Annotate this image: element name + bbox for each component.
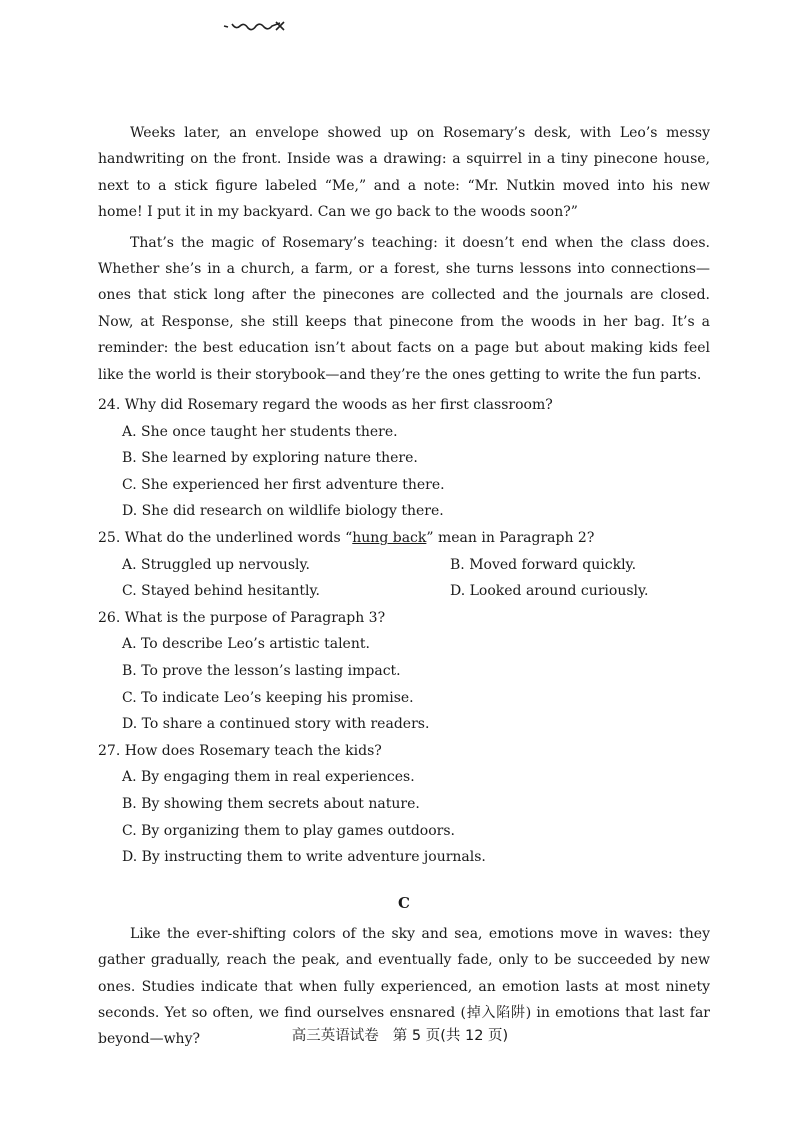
- option-a: A. By engaging them in real experiences.: [122, 769, 415, 786]
- options-row-1: [122, 552, 710, 579]
- question-stem: 27. How does Rosemary teach the kids?: [98, 742, 382, 759]
- question-25: [98, 525, 710, 605]
- question-27: [98, 738, 710, 871]
- passage-paragraph-1: Weeks later, an envelope showed up on Rosemary’s desk, with Leo’s messy handwriting on the front. Inside was a drawing: a squirrel in a tiny pinecone house, next to a stick figure labeled “Me,” and a note: “Mr. Nutkin moved into his new home! I put it in my backyard. Can we go back to the woods soon?”: [98, 125, 710, 221]
- question-stem: 26. What is the purpose of Paragraph 3?: [98, 609, 386, 626]
- exam-page-content: [98, 120, 710, 1057]
- option-d: D. To share a continued story with readers.: [122, 716, 430, 733]
- handwritten-scribble: [222, 20, 288, 34]
- question-26: [98, 605, 710, 738]
- option-d: D. By instructing them to write adventure journals.: [122, 849, 486, 866]
- section-c-paragraph: Like the ever-shifting colors of the sky and sea, emotions move in waves: they gather gradually, reach the peak, and eventually fade, only to be succeeded by new ones. Studies indicate that when fully experienced, an emotion lasts at most ninety seconds. Yet so often, we find ourselves ensnared (掉入陷阱) in emotions that last far beyond—why?: [98, 925, 710, 1048]
- page-number: 第 5 页(共 12 页): [392, 1028, 509, 1044]
- option-a: A. Struggled up nervously.: [122, 556, 310, 573]
- question-stem: [98, 525, 710, 552]
- option-d: D. She did research on wildlife biology there.: [122, 503, 444, 520]
- option-b: B. By showing them secrets about nature.: [122, 795, 420, 812]
- passage-paragraph-2: That’s the magic of Rosemary’s teaching: it doesn’t end when the class does. Whether she’s in a church, a farm, or a forest, she turns lessons into connections—ones that stick long after the pinecones are collected and the journals are closed. Now, at Response, she still keeps that pinecone from the woods in her bag. It’s a reminder: the best education isn’t about facts on a page but about making kids feel like the world is their storybook—and they’re the ones getting to write the fun parts.: [98, 234, 710, 383]
- option-b: B. Moved forward quickly.: [450, 556, 637, 573]
- option-c: C. To indicate Leo’s keeping his promise.: [122, 689, 414, 706]
- question-stem: 24. Why did Rosemary regard the woods as her first classroom?: [98, 397, 553, 414]
- option-c: C. She experienced her first adventure there.: [122, 476, 445, 493]
- exam-title: 高三英语试卷: [291, 1028, 379, 1044]
- option-d: D. Looked around curiously.: [450, 583, 649, 600]
- option-c: C. By organizing them to play games outdoors.: [122, 822, 455, 839]
- page-footer: [0, 1024, 800, 1045]
- option-b: B. To prove the lesson’s lasting impact.: [122, 663, 401, 679]
- option-a: A. To describe Leo’s artistic talent.: [122, 636, 370, 653]
- option-b: B. She learned by exploring nature there.: [122, 450, 418, 467]
- option-a: A. She once taught her students there.: [122, 423, 398, 440]
- options-row-2: [122, 578, 710, 605]
- question-stem-start: 25. What do the underlined words “: [98, 530, 353, 547]
- underlined-words: hung back: [352, 530, 427, 547]
- option-c: C. Stayed behind hesitantly.: [122, 583, 321, 600]
- question-24: [98, 392, 710, 525]
- question-stem-end: ” mean in Paragraph 2?: [426, 530, 595, 547]
- section-heading: C: [398, 893, 410, 912]
